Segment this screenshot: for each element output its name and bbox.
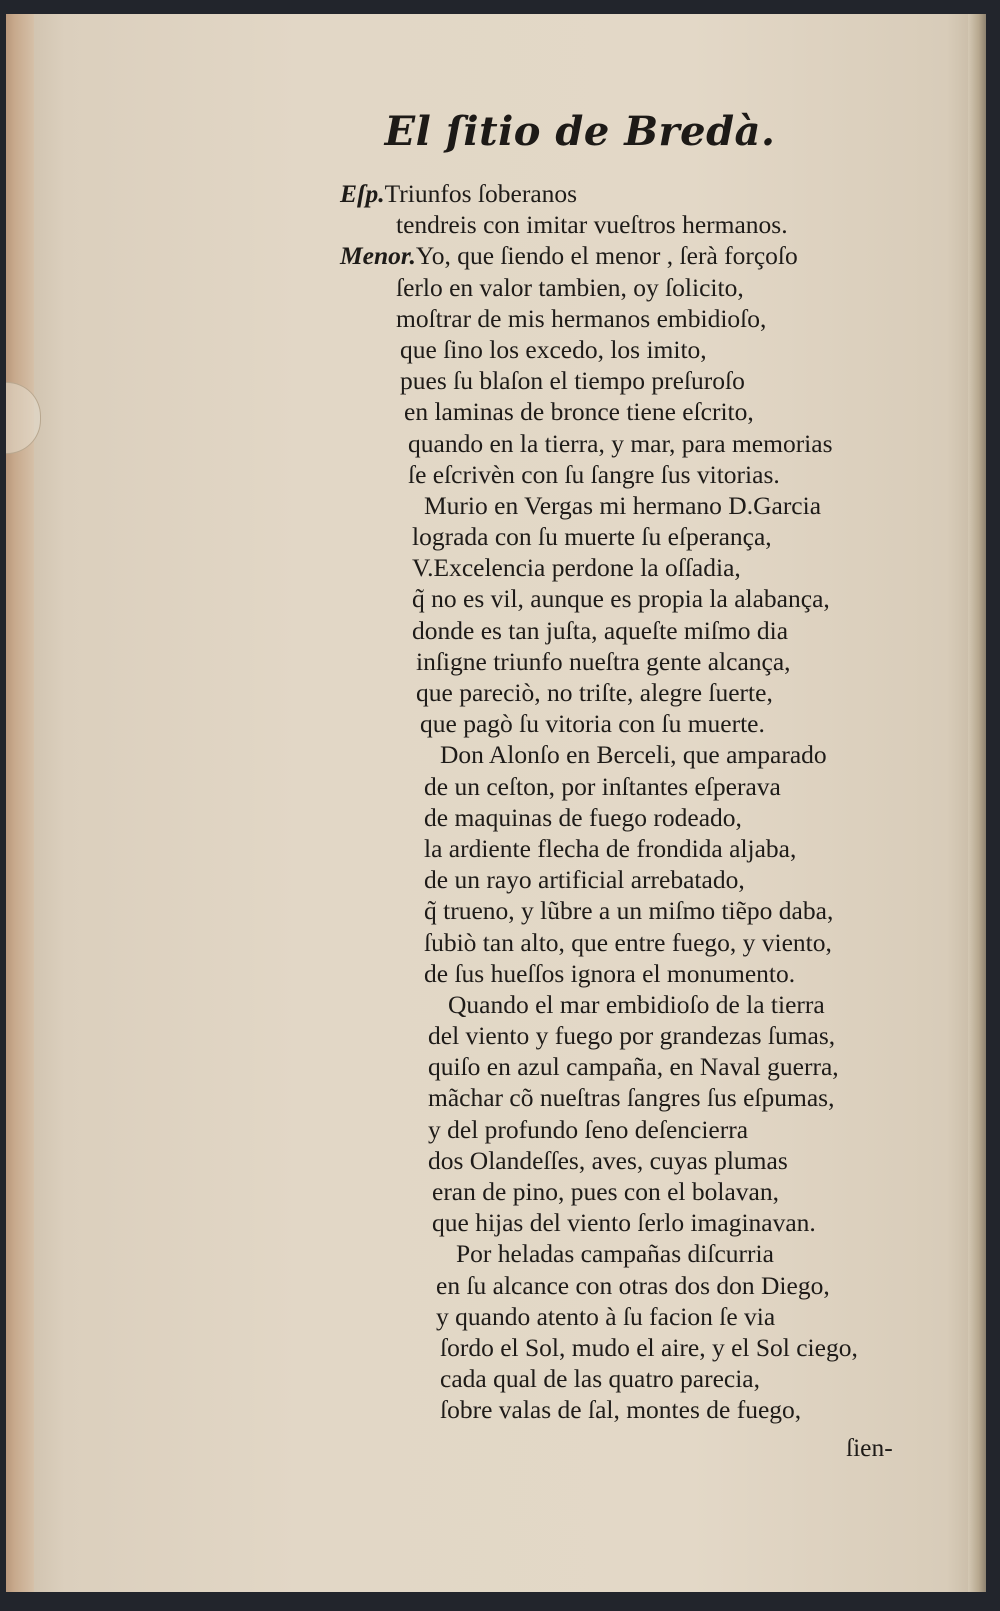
verse-line xyxy=(340,1145,940,1176)
verse-text: y del profundo ſeno deſencierra xyxy=(428,1114,749,1144)
catchword: ſien- xyxy=(846,1433,893,1462)
verse-text: ſordo el Sol, mudo el aire, y el Sol ciego, xyxy=(440,1332,858,1362)
verse-text: que ſino los excedo, los imito, xyxy=(400,334,707,364)
verse-text: Don Alonſo en Berceli, que amparado xyxy=(440,740,827,770)
verse-line xyxy=(340,521,940,552)
verse-text: del viento y fuego por grandezas ſumas, xyxy=(428,1021,836,1051)
verse-text: tendreis con imitar vueſtros hermanos. xyxy=(396,210,788,240)
verse-text: Quando el mar embidioſo de la tierra xyxy=(448,989,825,1019)
verse-line xyxy=(340,927,940,958)
verse-text: la ardiente flecha de frondida aljaba, xyxy=(424,833,797,863)
verse-text: Murio en Vergas mi hermano D.Garcia xyxy=(424,490,822,520)
verse-line xyxy=(340,1238,940,1269)
verse-text: V.Excelencia perdone la oſſadia, xyxy=(412,553,741,583)
verse-text: ſe eſcrivèn con ſu ſangre ſus vitorias. xyxy=(408,459,780,489)
verse-line xyxy=(340,1020,940,1051)
verse-text: quando en la tierra, y mar, para memorias xyxy=(408,428,833,458)
verse-line xyxy=(340,240,940,271)
verse-text: inſigne triunfo nueſtra gente alcança, xyxy=(416,646,791,676)
verse-line xyxy=(340,209,940,240)
verse-line xyxy=(340,895,940,926)
verse-line xyxy=(340,396,940,427)
verse-line xyxy=(340,864,940,895)
verse-text: en laminas de bronce tiene eſcrito, xyxy=(404,397,754,427)
verse-text: en ſu alcance con otras dos don Diego, xyxy=(436,1270,830,1300)
verse-line xyxy=(340,1176,940,1207)
page-tab-marker xyxy=(6,382,41,454)
verse-text: ſerlo en valor tambien, oy ſolicito, xyxy=(396,272,744,302)
verse-line xyxy=(340,272,940,303)
verse-text: q̃ no es vil, aunque es propia la alabança, xyxy=(412,584,830,614)
verse-text: que hijas del viento ſerlo imaginavan. xyxy=(432,1208,816,1238)
verse-text: dos Olandeſſes, aves, cuyas plumas xyxy=(428,1145,788,1175)
verse-text: pues ſu blaſon el tiempo preſuroſo xyxy=(400,366,745,396)
verse-text: de un ceſton, por inſtantes eſperava xyxy=(424,771,781,801)
verse-text: lograda con ſu muerte ſu eſperança, xyxy=(412,522,772,552)
verse-line xyxy=(340,334,940,365)
verse-line xyxy=(340,428,940,459)
verse-text: ſobre valas de ſal, montes de fuego, xyxy=(440,1395,802,1425)
verse-text: moſtrar de mis hermanos embidioſo, xyxy=(396,303,767,333)
verse-line xyxy=(340,771,940,802)
verse-line xyxy=(340,490,940,521)
verse-line xyxy=(340,989,940,1020)
verse-line xyxy=(340,1270,940,1301)
verse-text: quiſo en azul campaña, en Naval guerra, xyxy=(428,1052,839,1082)
verse-text: de ſus hueſſos ignora el monumento. xyxy=(424,958,796,988)
speaker-label: Eſp. xyxy=(340,179,385,208)
page-title: El ſitio de Bredà. xyxy=(384,108,776,155)
page-fore-edge xyxy=(968,14,986,1592)
verse-text: donde es tan juſta, aqueſte miſmo dia xyxy=(412,615,789,645)
verse-text: y quando atento à ſu facion ſe via xyxy=(436,1301,776,1331)
verse-line xyxy=(340,739,940,770)
verse-text: mãchar cõ nueſtras ſangres ſus eſpumas, xyxy=(428,1083,835,1113)
verse-text: cada qual de las quatro parecia, xyxy=(440,1364,760,1394)
verse-text: que pagò ſu vitoria con ſu muerte. xyxy=(420,709,765,739)
verse-text-block xyxy=(340,178,940,1426)
verse-text: de un rayo artificial arrebatado, xyxy=(424,865,745,895)
verse-line xyxy=(340,833,940,864)
verse-line xyxy=(340,303,940,334)
verse-line xyxy=(340,1114,940,1145)
verse-line xyxy=(340,958,940,989)
verse-line xyxy=(340,1394,940,1425)
page-gutter-edge xyxy=(6,14,34,1592)
verse-line xyxy=(340,1301,940,1332)
verse-line xyxy=(340,583,940,614)
verse-text: ſubiò tan alto, que entre fuego, y viento, xyxy=(424,927,832,957)
verse-text: Yo, que ſiendo el menor , ſerà forçoſo xyxy=(415,241,798,271)
verse-line xyxy=(340,1051,940,1082)
speaker-label: Menor. xyxy=(340,241,416,271)
verse-line xyxy=(340,365,940,396)
verse-text: Por heladas campañas diſcurria xyxy=(456,1239,774,1269)
verse-text: q̃ trueno, y lũbre a un miſmo tiẽpo daba, xyxy=(424,896,834,926)
verse-line xyxy=(340,1332,940,1363)
verse-text: de maquinas de fuego rodeado, xyxy=(424,802,742,832)
verse-line xyxy=(340,178,940,209)
verse-text: que pareciò, no triſte, alegre ſuerte, xyxy=(416,678,773,707)
verse-line xyxy=(340,459,940,490)
verse-line xyxy=(340,708,940,739)
verse-text: eran de pino, pues con el bolavan, xyxy=(432,1177,779,1206)
verse-text: Triunfos ſoberanos xyxy=(384,179,578,208)
verse-line xyxy=(340,1207,940,1238)
verse-line xyxy=(340,1363,940,1394)
verse-line xyxy=(340,677,940,708)
verse-line xyxy=(340,646,940,677)
verse-line xyxy=(340,615,940,646)
verse-line xyxy=(340,1082,940,1113)
verse-line xyxy=(340,552,940,583)
verse-line xyxy=(340,802,940,833)
